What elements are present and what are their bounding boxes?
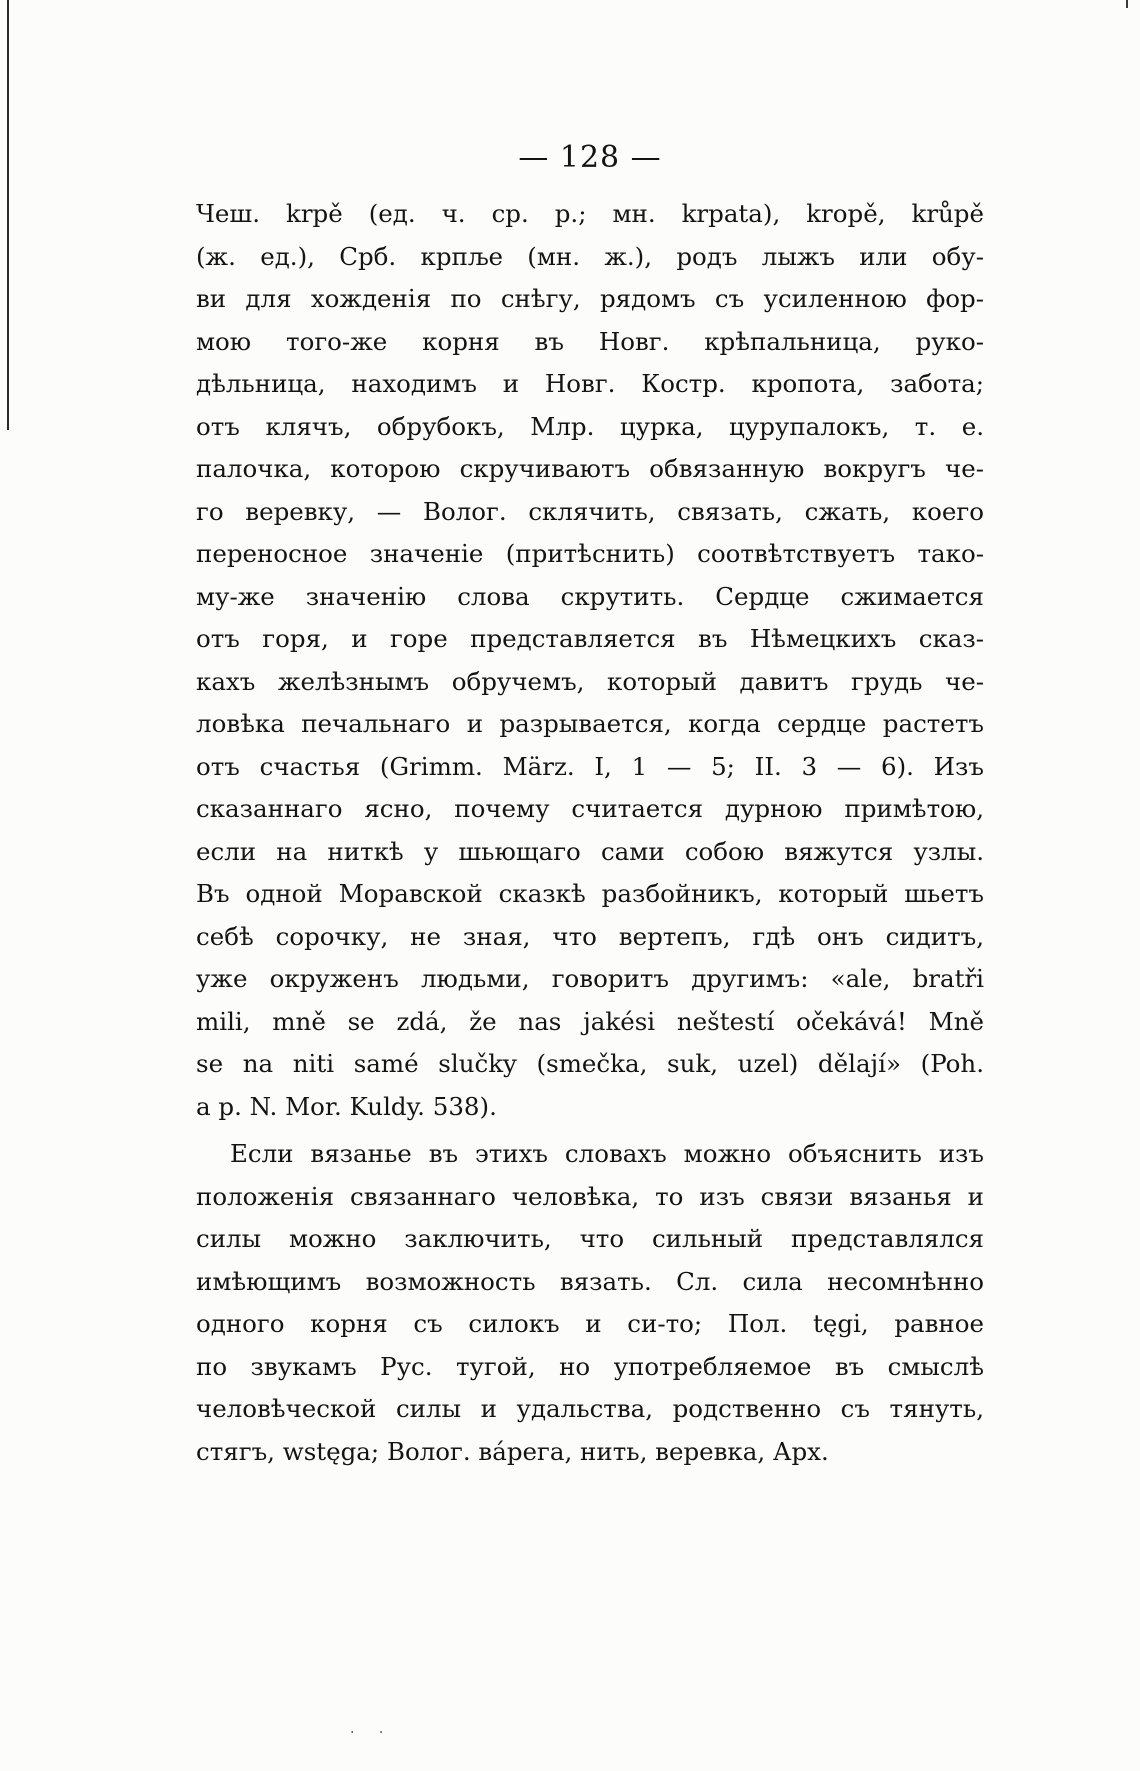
text-line: человѣческой силы и удальства, родственно съ тянуть, <box>196 1394 984 1423</box>
page-number: — 128 — <box>518 140 662 175</box>
text-line: Въ одной Моравской сказкѣ разбойникъ, который шьетъ <box>196 879 984 908</box>
paragraph <box>196 193 984 1128</box>
text-line: se na niti samé slučky (smečka, suk, uzel) dělají» (Poh. <box>196 1049 984 1078</box>
text-line: (ж. ед.), Срб. крпље (мн. ж.), родъ лыжъ или обу- <box>196 241 984 271</box>
text-line: по звукамъ Рус. тугой, но употребляемое въ смыслѣ <box>196 1351 984 1381</box>
text-line: a p. N. Mor. Kuldy. 538). <box>196 1091 497 1121</box>
text-line: кахъ желѣзнымъ обручемъ, который давитъ грудь че- <box>196 666 984 696</box>
text-line: имѣющимъ возможность вязать. Сл. сила несомнѣнно <box>196 1266 984 1296</box>
text-line: дѣльница, находимъ и Новг. Костр. кропота, забота; <box>196 369 984 398</box>
text-line: сказаннаго ясно, почему считается дурною примѣтою, <box>196 794 984 823</box>
text-line: одного корня съ силокъ и си-то; Пол. tęgi, равное <box>196 1309 984 1338</box>
text-line: силы можно заключить, что сильный представлялся <box>196 1224 984 1253</box>
text-line: го веревку, — Волог. склячить, связать, сжать, коего <box>196 496 984 526</box>
book-page <box>196 140 984 1473</box>
scan-edge-right <box>1126 0 1128 8</box>
text-line: себѣ сорочку, не зная, что вертепъ, гдѣ онъ сидитъ, <box>196 921 984 951</box>
text-line: стягъ, wstęga; Волог. вáрега, нить, веревка, Арх. <box>196 1436 829 1466</box>
text-line: отъ счастья (Grimm. März. I, 1 — 5; II. 3 — 6). Изъ <box>196 751 984 781</box>
text-line: ви для хожденія по снѣгу, рядомъ съ усиленною фор- <box>196 284 984 313</box>
text-line: если на ниткѣ у шьющаго сами собою вяжутся узлы. <box>196 836 984 866</box>
text-line: мою того-же корня въ Новг. крѣпальница, руко- <box>196 326 984 356</box>
body-text <box>196 193 984 1473</box>
text-line: переносное значеніе (притѣснить) соотвѣтствуетъ тако- <box>196 539 984 568</box>
text-line: уже окруженъ людьми, говоритъ другимъ: «ale, bratři <box>196 964 984 993</box>
text-line: ловѣка печальнаго и разрывается, когда сердце растетъ <box>196 709 984 738</box>
text-line: палочка, которою скручиваютъ обвязанную вокругъ че- <box>196 454 984 483</box>
text-line: mili, mně se zdá, že nas jakési neštestí očekává! Mně <box>196 1006 984 1036</box>
scan-specks: · · <box>350 1725 394 1741</box>
text-line: отъ горя, и горе представляется въ Нѣмецкихъ сказ- <box>196 624 984 653</box>
text-line: положенія связаннаго человѣка, то изъ связи вязанья и <box>196 1181 984 1211</box>
text-line: Чеш. krpě (ед. ч. ср. р.; мн. krpata), kropě, krůpě <box>196 199 984 228</box>
scan-edge-left <box>7 0 9 430</box>
text-line: отъ клячъ, обрубокъ, Млр. цурка, цурупалокъ, т. е. <box>196 411 984 441</box>
paragraph <box>196 1133 984 1473</box>
text-line: му-же значенію слова скрутить. Сердце сжимается <box>196 581 984 611</box>
text-line: Если вязанье въ этихъ словахъ можно объяснить изъ <box>230 1139 984 1168</box>
